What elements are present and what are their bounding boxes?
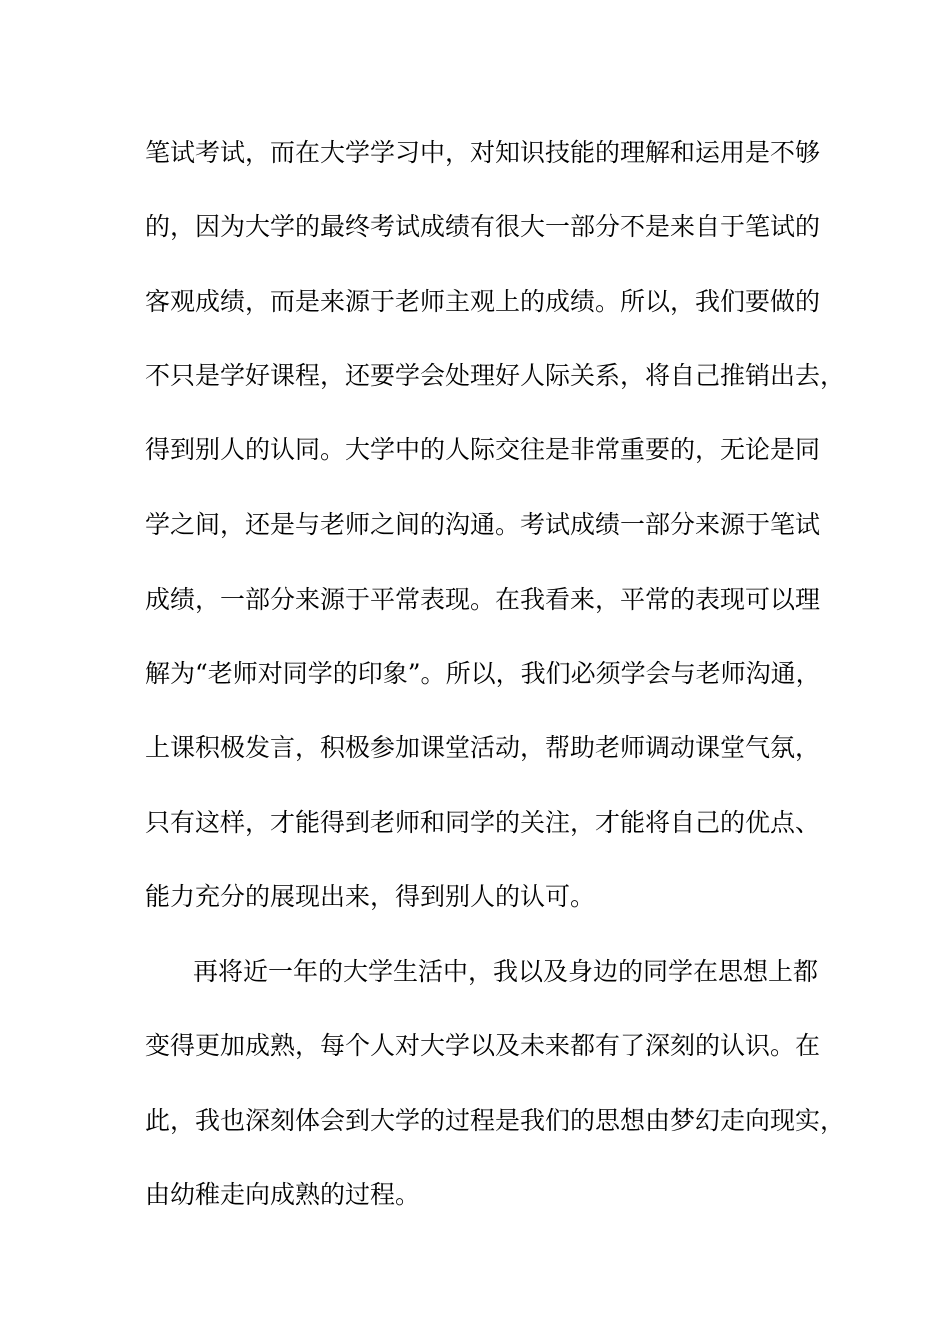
text-line: 能力充分的展现出来，得到别人的认可。 — [145, 882, 596, 911]
text-line: 解为“老师对同学的印象”。所以，我们必须学会与老师沟通， — [145, 659, 821, 688]
text-line: 变得更加成熟，每个人对大学以及未来都有了深刻的认识。在 — [145, 1031, 821, 1060]
text-line: 客观成绩，而是来源于老师主观上的成绩。所以，我们要做的 — [145, 287, 821, 316]
text-line: 笔试考试，而在大学学习中，对知识技能的理解和运用是不够 — [145, 138, 821, 167]
text-line: 得到别人的认同。大学中的人际交往是非常重要的，无论是同 — [145, 435, 821, 464]
text-line: 学之间，还是与老师之间的沟通。考试成绩一部分来源于笔试 — [145, 510, 821, 539]
text-line: 成绩，一部分来源于平常表现。在我看来，平常的表现可以理 — [145, 585, 821, 614]
text-line: 的，因为大学的最终考试成绩有很大一部分不是来自于笔试的 — [145, 212, 821, 241]
text-line: 由幼稚走向成熟的过程。 — [145, 1180, 421, 1209]
text-line: 再将近一年的大学生活中，我以及身边的同学在思想上都 — [193, 957, 819, 986]
text-line: 不只是学好课程，还要学会处理好人际关系，将自己推销出去， — [145, 361, 846, 390]
text-line: 此，我也深刻体会到大学的过程是我们的思想由梦幻走向现实， — [145, 1106, 846, 1135]
text-line: 上课积极发言，积极参加课堂活动，帮助老师调动课堂气氛， — [145, 733, 821, 762]
text-line: 只有这样，才能得到老师和同学的关注，才能将自己的优点、 — [145, 808, 821, 837]
